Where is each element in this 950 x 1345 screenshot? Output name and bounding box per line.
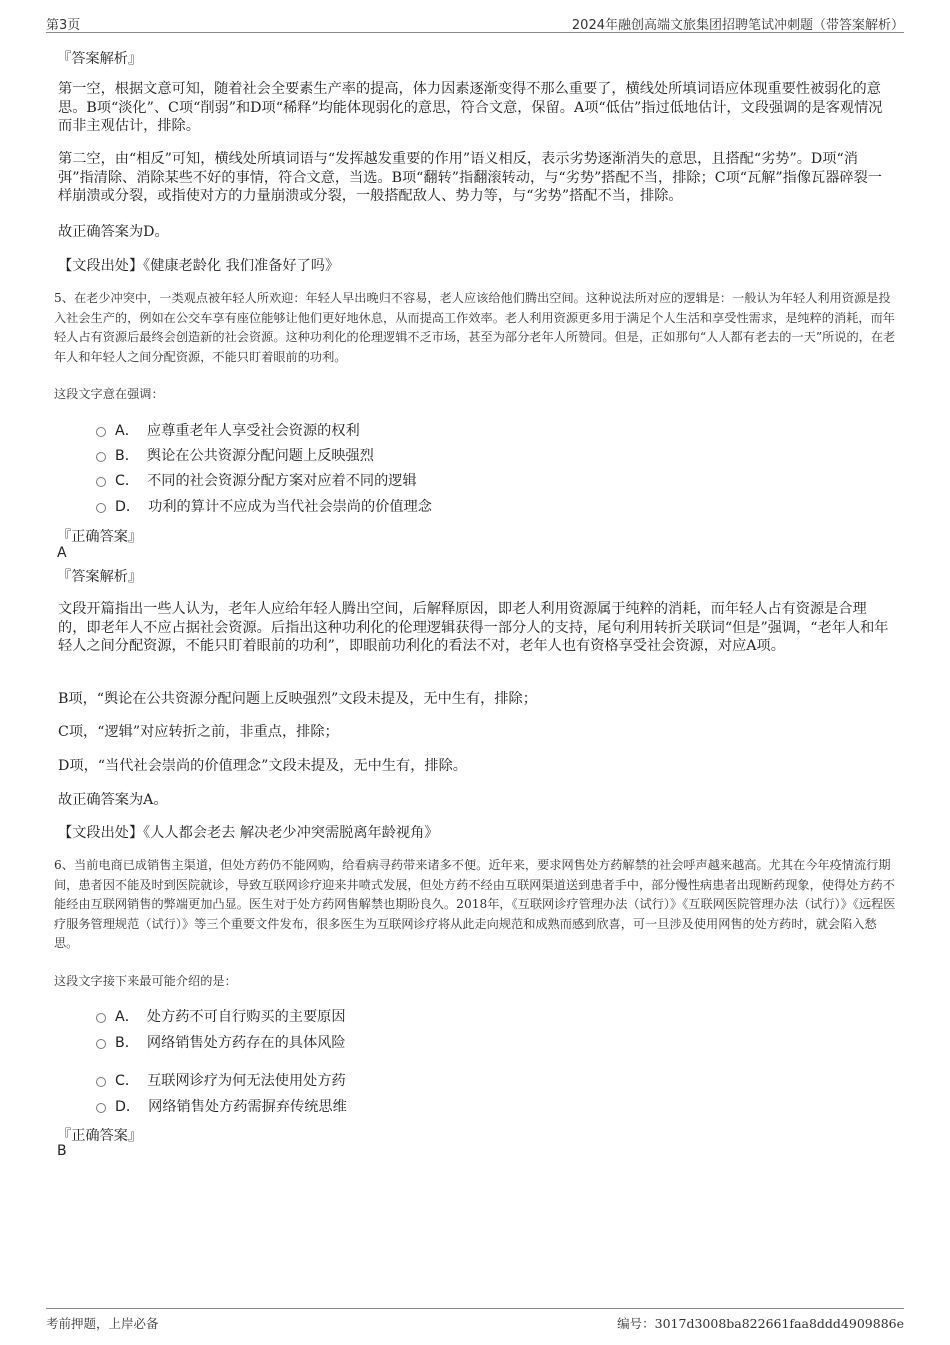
page-footer (46, 1308, 904, 1333)
radio-icon[interactable] (96, 427, 106, 437)
option-text: 舆论在公共资源分配问题上反映强烈 (146, 448, 374, 464)
q6-option-b[interactable] (96, 1032, 346, 1052)
q5-question: 这段文字意在强调： (54, 387, 164, 401)
document-title: 2024年融创高端文旅集团招聘笔试冲刺题（带答案解析） (571, 18, 904, 33)
q4-analysis-para1: 第一空，根据文意可知，随着社会全要素生产率的提高，体力因素逐渐变得不那么重要了，横线处所填词语应体现重要性被弱化的意思。B项“淡化”、C项“削弱”和D项“稀释”均能体现弱化的意思，符合文意，保留。A项“低估”指过低地估计，文段强调的是客观情况而非主观估计，排除。 (58, 81, 883, 134)
option-text: 网络销售处方药需摒弃传统思维 (148, 1099, 347, 1115)
q5-answer-label: 『正确答案』 (57, 529, 143, 545)
option-text: 应尊重老年人享受社会资源的权利 (146, 423, 360, 439)
q6-option-c[interactable] (96, 1070, 346, 1090)
q5-option-d[interactable] (96, 496, 432, 516)
document-id: 编号：3017d3008ba822661faa8ddd4909886e (617, 1316, 904, 1331)
option-key: B． (115, 448, 139, 464)
option-text: 互联网诊疗为何无法使用处方药 (147, 1073, 346, 1089)
q6-stem: 6、当前电商已成销售主渠道，但处方药仍不能网购，给看病寻药带来诸多不便。近年来，要求网售处方药解禁的社会呼声越来越高。尤其在今年疫情流行期间，患者因不能及时到医院就诊，导致互联网诊疗迎来井喷式发展，但处方药不经由互联网渠道送到患者手中，部分慢性病患者出现断药现象，使得处方药不能经由互联网销售的弊端更加凸显。医生对于处方药网售解禁也期盼良久。2018年，《互联网诊疗管理办法（试行）》《互联网医院管理办法（试行）》《远程医疗服务管理规范（试行）》等三个重要文件发布，很多医生为互联网诊疗将从此走向规范和成熟而感到欣喜，可一旦涉及使用网售的处方药时，就会陷入愁思。 (54, 858, 896, 950)
option-text: 网络销售处方药存在的具体风险 (146, 1035, 346, 1051)
q5-d-note: D项，“当代社会崇尚的价值理念”文段未提及，无中生有，排除。 (58, 758, 467, 774)
radio-icon[interactable] (96, 452, 106, 462)
q6-option-d[interactable] (96, 1096, 347, 1116)
q5-c-note: C项，“逻辑”对应转折之前，非重点，排除； (58, 724, 339, 740)
q6-option-a[interactable] (96, 1006, 346, 1026)
q5-option-a[interactable] (96, 420, 360, 440)
option-key: D． (115, 499, 141, 515)
q5-analysis-label: 『答案解析』 (57, 569, 143, 585)
q5-stem: 5、在老少冲突中，一类观点被年轻人所欢迎：年轻人早出晚归不容易，老人应该给他们腾出空间。这种说法所对应的逻辑是：一般认为年轻人利用资源是投入社会生产的，例如在公交车享有座位能够让他们更好地休息，从而提高工作效率。老人利用资源更多用于满足个人生活和享受性需求，是纯粹的消耗，而年轻人占有资源后最终会创造新的社会资源。这种功利化的伦理逻辑不乏市场，甚至为部分老年人所赞同。但是，正如那句“人人都有老去的一天”所说的，在老年人和年轻人之间分配资源，不能只盯着眼前的功利。 (54, 291, 896, 364)
option-key: A． (115, 423, 139, 439)
option-text: 不同的社会资源分配方案对应着不同的逻辑 (147, 473, 417, 489)
radio-icon[interactable] (96, 503, 106, 513)
option-key: C． (115, 1073, 140, 1089)
footer-slogan: 考前押题，上岸必备 (46, 1316, 159, 1331)
q6-answer: B (57, 1143, 67, 1159)
q5-source: 【文段出处】《人人都会老去 解决老少冲突需脱离年龄视角》 (58, 825, 439, 841)
q4-source: 【文段出处】《健康老龄化 我们准备好了吗》 (58, 258, 340, 274)
q4-analysis-para2: 第二空，由“相反”可知，横线处所填词语与“发挥越发重要的作用”语义相反，表示劣势逐渐消失的意思，且搭配“劣势”。D项“消弭”指清除、消除某些不好的事情，符合文意，当选。B项“翻转”指翻滚转动，与“劣势”搭配不当，排除；C项“瓦解”指像瓦器碎裂一样崩溃或分裂，或指使对方的力量崩溃或分裂，一般搭配敌人、势力等，与“劣势”搭配不当，排除。 (58, 151, 882, 204)
q5-answer: A (57, 545, 67, 561)
q5-option-c[interactable] (96, 470, 417, 490)
q5-analysis: 文段开篇指出一些人认为，老年人应给年轻人腾出空间，后解释原因，即老人利用资源属于纯粹的消耗，而年轻人占有资源是合理的，即老年人不应占据社会资源。后指出这种功利化的伦理逻辑获得一部分人的支持，尾句利用转折关联词“但是”强调，“老年人和年轻人之间分配资源，不能只盯着眼前的功利”，即眼前功利化的看法不对，老年人也有资格享受社会资源，对应A项。 (58, 601, 889, 654)
q4-conclusion: 故正确答案为D。 (58, 224, 169, 240)
radio-icon[interactable] (96, 1013, 106, 1023)
q5-b-note: B项，“舆论在公共资源分配问题上反映强烈”文段未提及，无中生有，排除； (58, 691, 537, 707)
option-key: C． (115, 473, 140, 489)
q5-option-b[interactable] (96, 445, 374, 465)
option-key: B． (115, 1035, 139, 1051)
q6-answer-label: 『正确答案』 (57, 1128, 143, 1144)
option-key: D． (115, 1099, 141, 1115)
radio-icon[interactable] (96, 1077, 106, 1087)
page-header (46, 12, 904, 33)
option-text: 功利的算计不应成为当代社会崇尚的价值理念 (148, 499, 432, 515)
page-number: 第3页 (46, 18, 81, 33)
radio-icon[interactable] (96, 477, 106, 487)
option-text: 处方药不可自行购买的主要原因 (146, 1009, 346, 1025)
q5-conclusion: 故正确答案为A。 (58, 792, 168, 808)
q6-question: 这段文字接下来最可能介绍的是： (54, 974, 237, 988)
radio-icon[interactable] (96, 1039, 106, 1049)
radio-icon[interactable] (96, 1103, 106, 1113)
option-key: A． (115, 1009, 139, 1025)
q4-analysis-label: 『答案解析』 (57, 51, 143, 67)
